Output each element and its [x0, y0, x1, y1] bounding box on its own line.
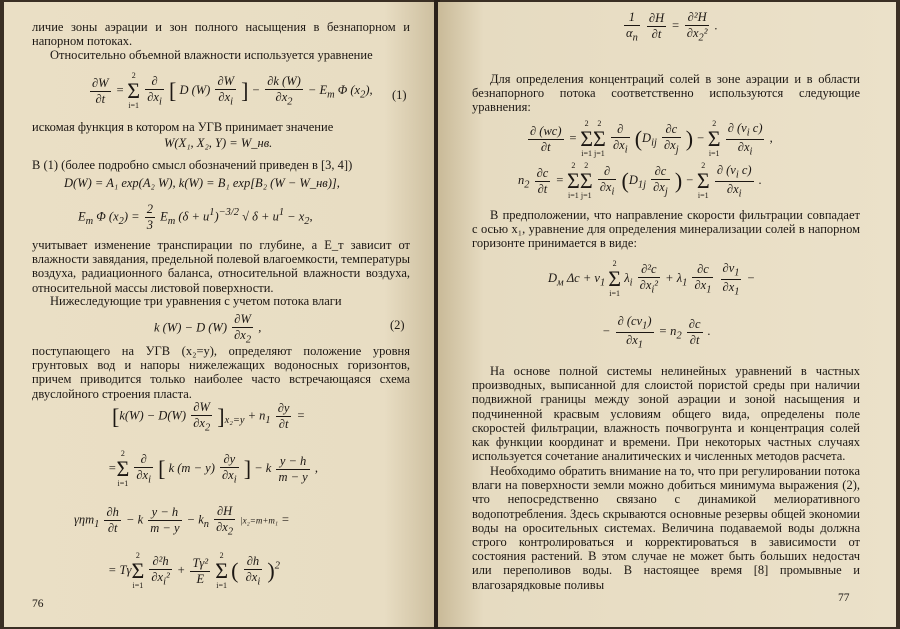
- left-paragraph-6: Нижеследующие три уравнения с учетом потока влаги: [50, 294, 342, 308]
- left-paragraph-4: В (1) (более подробно смысл обозначений приведен в [3, 4]): [32, 158, 353, 172]
- right-page-number: 77: [838, 592, 850, 604]
- left-paragraph-3: искомая функция в котором на УГВ принимает значение: [32, 120, 334, 134]
- equation-2-number: (2): [390, 318, 405, 332]
- equation-1: $\frac{\partial W}{\partial t}$ = 2 Σ i=1 $\frac{\partial}{\partial x_i}$ [ D (W) $\frac{\partial W}{\partial x_i}$ ] − $\frac{\partial k (W)}{\partial x_2}$ − $E_т$ Φ $(x_2)$,: [92, 71, 373, 110]
- left-page: [4, 2, 436, 627]
- right-paragraph-1: Для определения концентраций солей в зоне аэрации и в области безнапорного потока соответственно используются следующие уравнения:: [472, 72, 860, 115]
- equation-d: D(W) = A₁ exp(A₂ W), k(W) = B₁ exp[B₂ (W − W_нв)],: [64, 176, 340, 190]
- equation-3b: =2 Σ i=1 $\frac{\partial}{\partial x_i}$ [ k (m − y) $\frac{\partial y}{\partial x_i}$ ] − k $\frac{y - h}{m - y}$ ,: [108, 449, 318, 488]
- right-paragraph-2: В предположении, что направление скорости фильтрации совпадает с осью x₁, уравнение для определения минерализации солей в напорном горизонте принимается в виде:: [472, 208, 860, 251]
- equation-3c: γηm$_1$ $\frac{\partial h}{\partial t}$ − k $\frac{y - h}{m - y}$ − $k_п$ $\frac{\partial H}{\partial x_2}$ |x₂=m+m₁ =: [74, 504, 290, 538]
- equation-w: W(X₁, X₂, Y) = W_нв.: [164, 136, 273, 150]
- left-paragraph-1: личие зоны аэрации и зон полного насыщения в безнапорном и напорном потоках.: [32, 20, 410, 49]
- equation-2: k (W) − D (W) $\frac{\partial W}{\partial x_2}$ ,: [154, 312, 262, 346]
- equation-top: $\frac{1}{\alpha_n}$ $\frac{\partial H}{\partial t}$ = $\frac{\text{∂²H}}{\partial x_2^2}$ .: [626, 10, 718, 44]
- equation-d2: − $\frac{\partial (cv_1)}{\partial x_1}$ = $n_2$ $\frac{\partial c}{\partial t}$ .: [602, 314, 711, 350]
- equation-e: $E_т$ Φ $(x_2)$ = $\frac{2}{3}$ $E_т$ $(\delta + u^1)^{-3/2}$ √ $\delta + u^1 - x_2$,: [78, 202, 313, 232]
- equation-c2: $n_2$ $\frac{\partial c}{\partial t}$ = 2 Σ i=12 Σ j=1 $\frac{\partial}{\partial x_i}$ ($D_{1j}$ $\frac{\partial c}{\partial x_j}$ ) − 2 Σ i=1 $\frac{\partial (v_i c)}{\partial x_i}$ .: [518, 161, 762, 200]
- equation-3a: [k(W) − D(W) $\frac{\partial W}{\partial x_2}$ ]$_{x_2=y} + n_1$ $\frac{\partial y}{\partial t}$ =: [112, 400, 306, 434]
- equation-1-number: (1): [392, 88, 407, 102]
- left-paragraph-7: поступающего на УГВ (x₂=y), определяют положение уровня грунтовых вод и напоры нижележащих водоносных горизонтов, причем приводится только наиболее часто встречающаяся схема двуслойного строения пласта.: [32, 344, 410, 401]
- left-paragraph-5: учитывает изменение транспирации по глубине, а E_т зависит от влажности завядания, предельной полевой влагоемкости, температуры воздуха, радиационного баланса, относительной влажности воздуха, относительной массы листовой поверхности.: [32, 238, 410, 295]
- right-paragraph-4: Необходимо обратить внимание на то, что при регулировании потока влаги на поверхности земли можно добиться минимума выражения (2), что непосредственно связано с динамикой мелиоративного водопотребления. Здесь скрываются основные резервы общей экономии воды на оросительных системах. Величина подаваемой воды должна строго контролироваться и корректироваться в зависимости от состояния растений. В этом случае не может быть больших недостач или переполивов воды. В настоящее время [8] промывные и влагозарядковые поливы: [472, 464, 860, 592]
- equation-d1: $D_м$ $\Delta c + v_1$ 2 Σ i=1 $\lambda_i$ $\frac{\text{∂²c}}{\partial x_i^2}$ + $\lambda_1$ $\frac{\partial c}{\partial x_1}$ $\frac{\partial v_1}{\partial x_1}$ −: [548, 259, 756, 298]
- left-paragraph-2: Относительно объемной влажности используется уравнение: [50, 48, 373, 62]
- equation-3d: = Tγ2 Σ i=1 $\frac{\text{∂²h}}{\partial x_i^2}$ + $\frac{\text{Tγ²}}{E}$ 2 Σ i=1 ( $\frac{\partial h}{\partial x_i}$ )$^2$: [108, 551, 280, 590]
- right-page: [438, 2, 896, 627]
- right-paragraph-3: На основе полной системы нелинейных уравнений в частных производных, выписанной для слоистой пористой среды при наличии подвижной границы между зоной аэрации и зоной насыщения и подчиненной красвым условиям общего вида, определены поле скоростей фильтрации, влажность почвогрунта и концентрация солей как функции координат и времени. При некоторых частных случаях используется сочетание аналитических и численных методов расчета.: [472, 364, 860, 464]
- equation-c1: $\frac{\partial (wc)}{\partial t}$ = 2 Σ i=12 Σ j=1 $\frac{\partial}{\partial x_i}$ ($D_{ij}$ $\frac{\partial c}{\partial x_j}$ ) − 2 Σ i=1 $\frac{\partial (v_i c)}{\partial x_i}$ ,: [530, 119, 773, 158]
- left-page-number: 76: [32, 598, 44, 610]
